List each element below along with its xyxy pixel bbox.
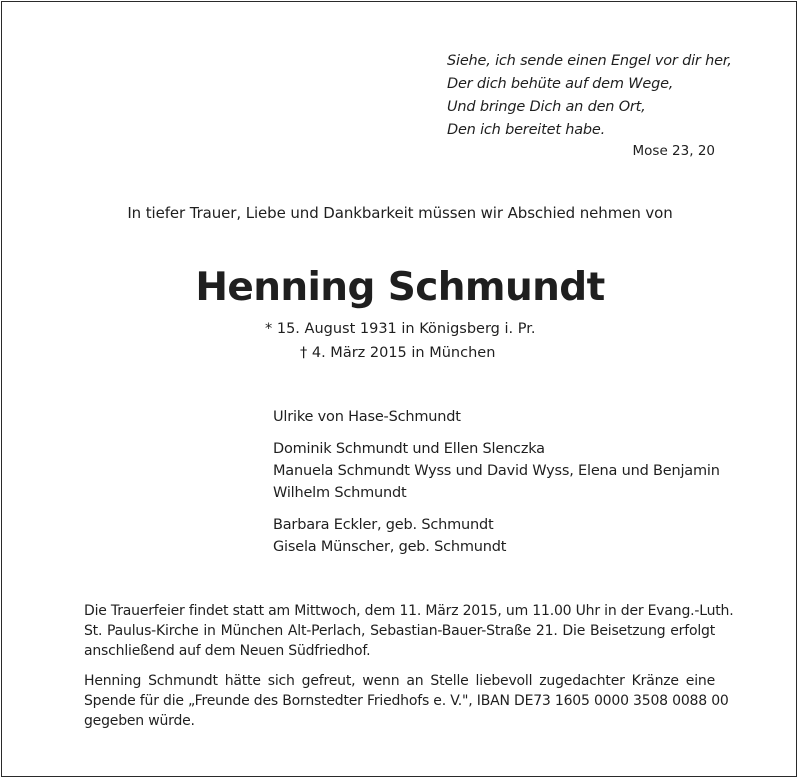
family-group (273, 438, 723, 504)
donation-notice (84, 671, 729, 731)
notice-line: anschließend auf dem Neuen Südfriedhof. (84, 643, 371, 659)
family-member: Dominik Schmundt und Ellen Slenczka (273, 441, 545, 457)
verse-line: Und bringe Dich an den Ort, (447, 99, 646, 115)
verse-source: Mose 23, 20 (632, 143, 715, 159)
funeral-notice (84, 601, 734, 661)
birth-date: * 15. August 1931 in Königsberg i. Pr. (265, 321, 536, 337)
intro-text: In tiefer Trauer, Liebe und Dankbarkeit müssen wir Abschied nehmen von (127, 204, 673, 222)
family-group (273, 406, 723, 428)
family-member: Barbara Eckler, geb. Schmundt (273, 517, 494, 533)
family-member: Gisela Münscher, geb. Schmundt (273, 539, 507, 555)
notice-line: Henning Schmundt hätte sich gefreut, wenn an Stelle liebevoll zugedachter Kränze eine (84, 673, 715, 689)
notice-line: Die Trauerfeier findet statt am Mittwoch, dem 11. März 2015, um 11.00 Uhr in der Evang.-Luth. (84, 603, 734, 619)
notice-line: St. Paulus-Kirche in München Alt-Perlach, Sebastian-Bauer-Straße 21. Die Beisetzung erfolgt (84, 623, 715, 639)
family-group (273, 514, 723, 558)
death-date: † 4. März 2015 in München (300, 345, 496, 361)
verse-line: Den ich bereitet habe. (447, 122, 606, 138)
notice-line: gegeben würde. (84, 713, 195, 729)
family-member: Manuela Schmundt Wyss und David Wyss, Elena und Benjamin (273, 463, 720, 479)
family-member: Wilhelm Schmundt (273, 485, 407, 501)
family-list (273, 406, 723, 568)
verse-line: Der dich behüte auf dem Wege, (447, 76, 674, 92)
deceased-name: Henning Schmundt (195, 265, 605, 310)
verse-line: Siehe, ich sende einen Engel vor dir her, (447, 53, 732, 69)
bible-verse (447, 50, 732, 142)
family-member: Ulrike von Hase-Schmundt (273, 409, 461, 425)
notice-line: Spende für die „Freunde des Bornstedter Friedhofs e. V.", IBAN DE73 1605 0000 3508 0088 00 (84, 693, 729, 709)
